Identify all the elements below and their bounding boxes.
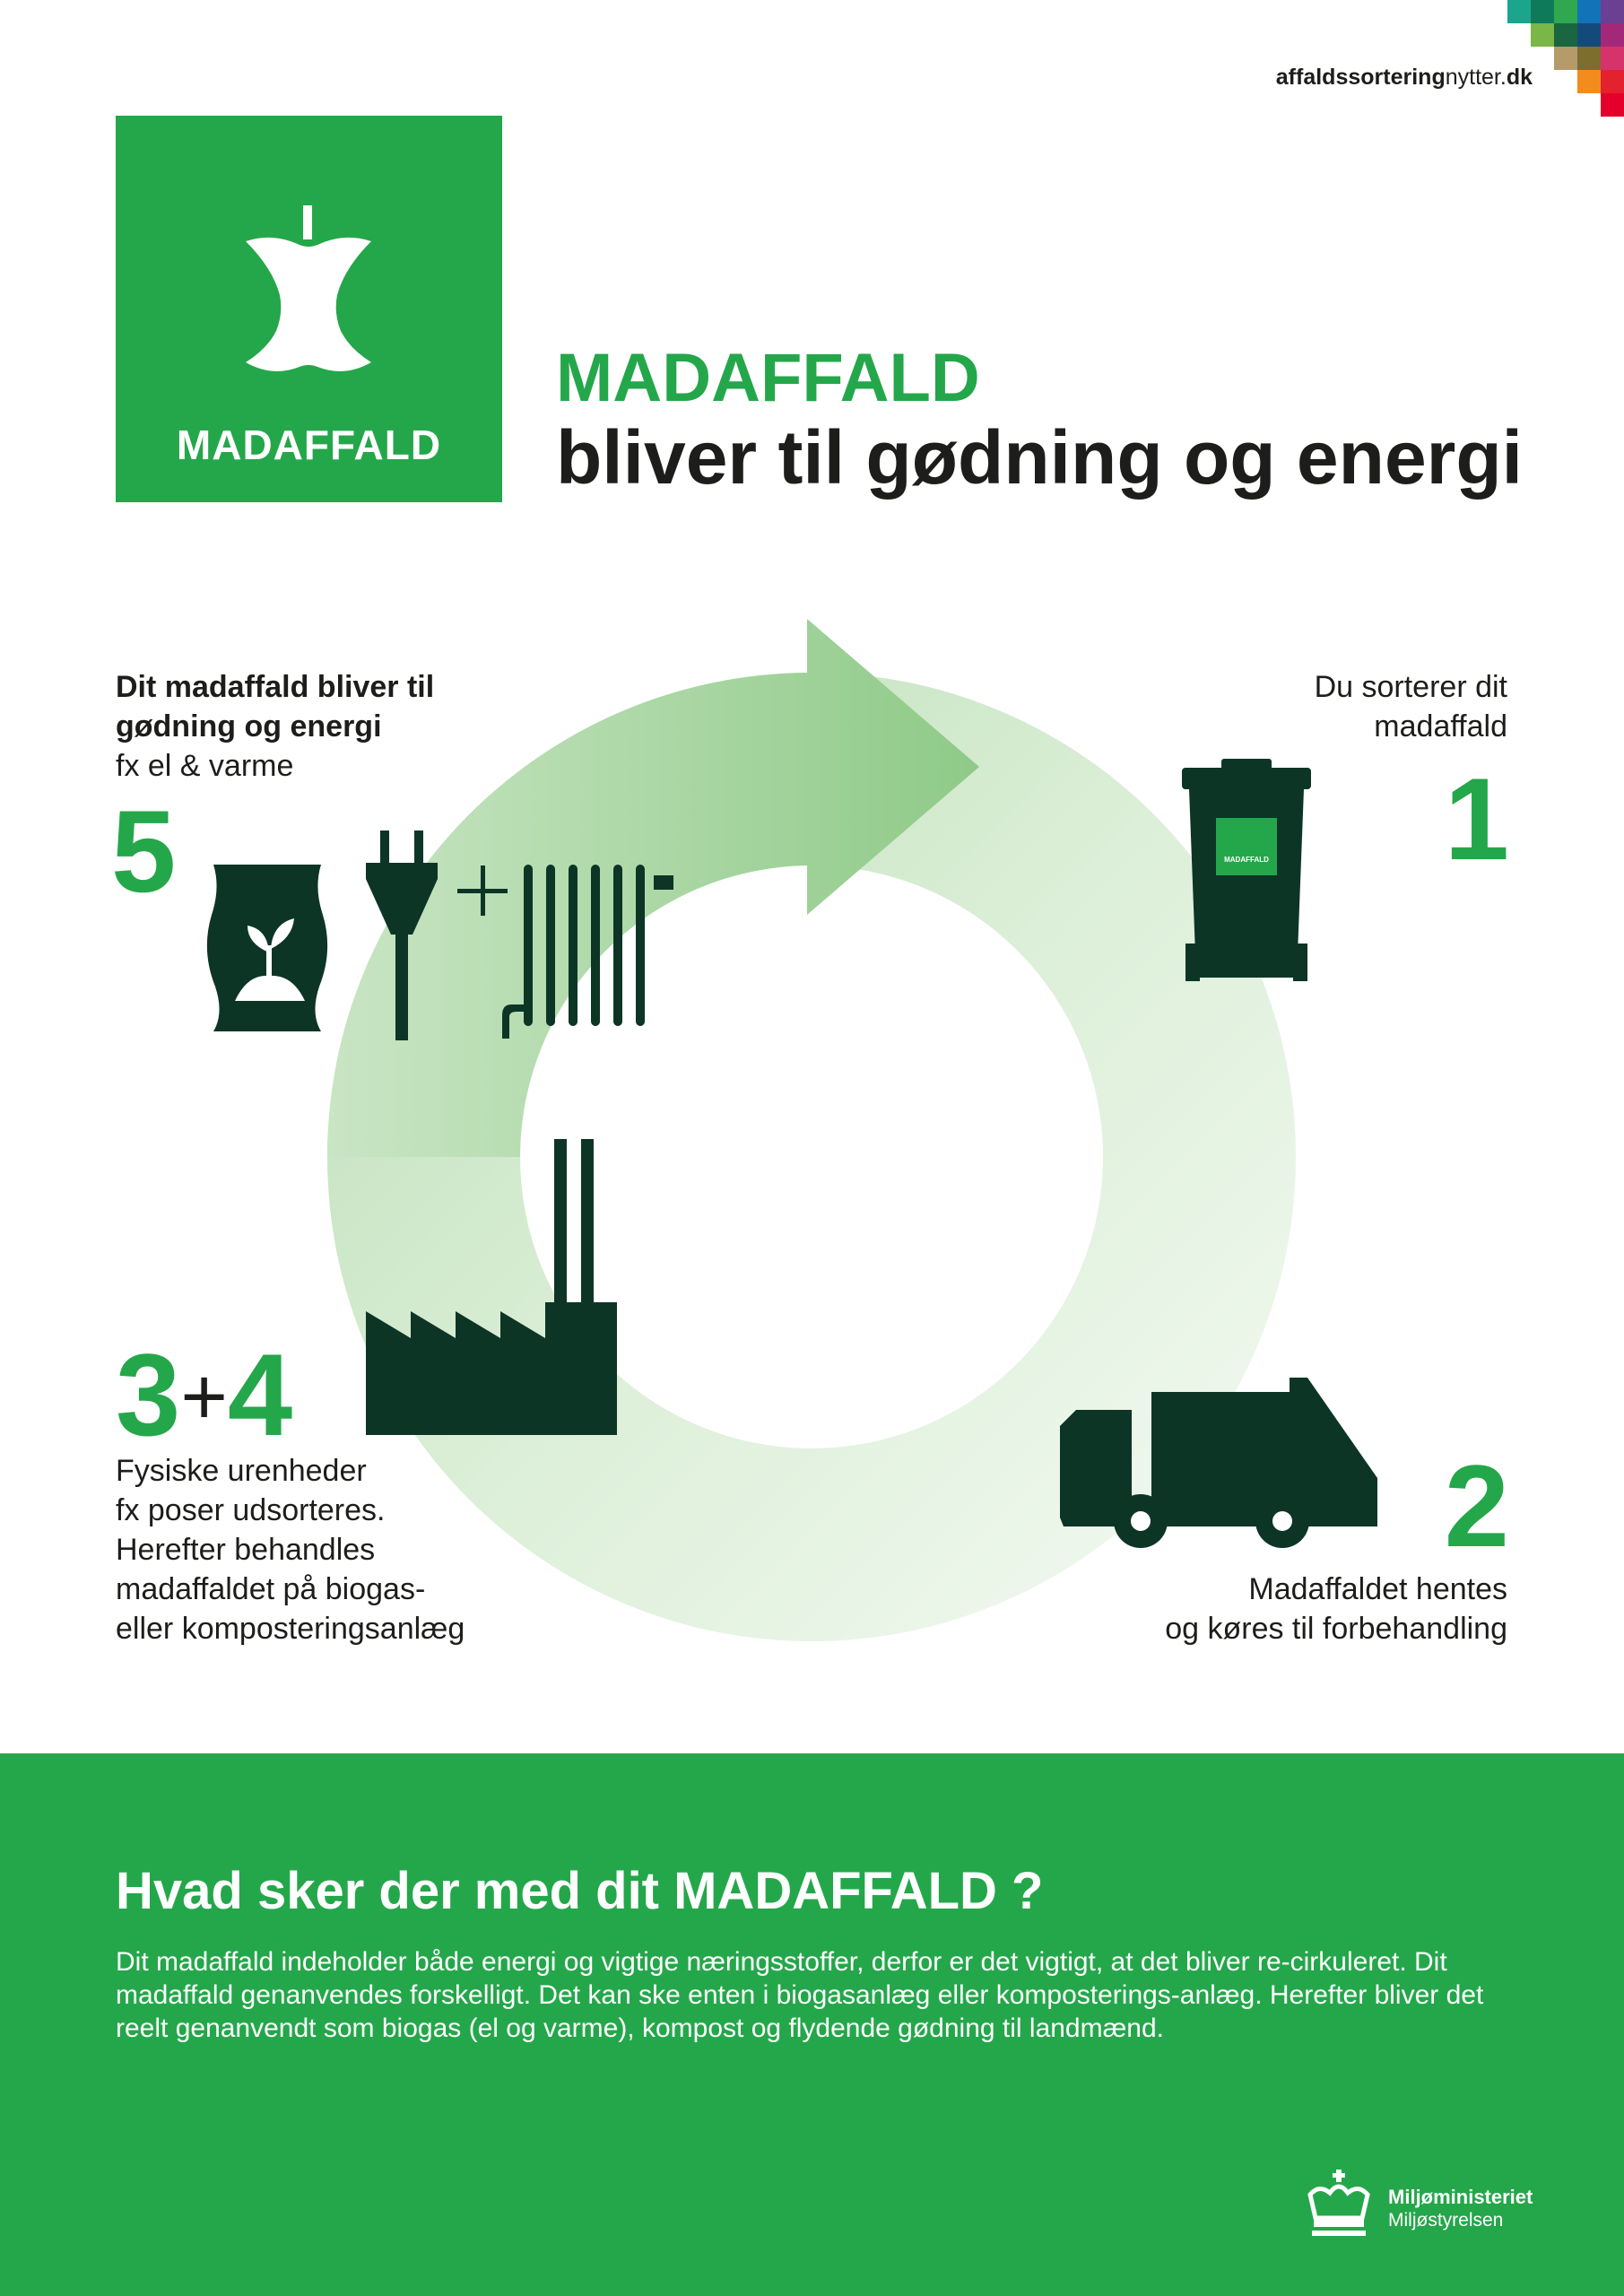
step-3-4-line-5: eller komposteringsanlæg — [116, 1612, 465, 1646]
step-3-4-line-4: madaffaldet på biogas- — [116, 1572, 426, 1606]
site-url-bold: affaldssortering — [1275, 65, 1446, 90]
ministry-name: Miljøministeriet — [1388, 2186, 1533, 2208]
agency-name: Miljøstyrelsen — [1388, 2210, 1504, 2231]
color-squares-decoration — [1507, 0, 1624, 117]
step-3-4-line-2: fx poser udsorteres. — [116, 1493, 386, 1527]
step-5-line-3: fx el & varme — [116, 749, 294, 783]
step-1-line-2: madaffald — [1374, 709, 1507, 744]
step-3-number: 3 — [116, 1329, 181, 1460]
step-5-line-1: Dit madaffald bliver til — [116, 670, 435, 704]
bin-label: MADAFFALD — [1224, 856, 1269, 864]
step-3-4-number — [116, 1329, 293, 1460]
info-band — [0, 1753, 1624, 2296]
site-url-tld: dk — [1506, 65, 1533, 90]
fertilizer-bag-icon — [207, 865, 327, 1031]
site-url-regular: nytter. — [1445, 65, 1507, 90]
step-2-line-2: og køres til forbehandling — [1165, 1612, 1507, 1646]
step-1-line-1: Du sorterer dit — [1314, 670, 1507, 704]
site-url[interactable] — [1276, 65, 1533, 91]
ministry-logo-text — [1388, 2186, 1533, 2232]
info-title: Hvad sker der med dit MADAFFALD ? — [116, 1862, 1044, 1920]
logo-label: MADAFFALD — [176, 422, 442, 468]
step-5-text — [116, 667, 434, 786]
step-2-number: 2 — [1444, 1440, 1509, 1571]
page-subtitle: bliver til gødning og energi — [556, 415, 1524, 500]
step-5-line-2: gødning og energi — [116, 709, 382, 744]
page-title: MADAFFALD — [556, 340, 980, 416]
crown-icon — [1303, 2168, 1375, 2239]
waste-bin-icon — [1182, 759, 1311, 981]
step-2-line-1: Madaffaldet hentes — [1248, 1572, 1507, 1606]
step-plus-sign: + — [180, 1352, 228, 1442]
step-2-text — [1165, 1570, 1507, 1648]
step-4-number: 4 — [227, 1329, 293, 1460]
step-5-number: 5 — [111, 786, 177, 917]
step-3-4-line-3: Herefter behandles — [116, 1533, 376, 1567]
step-1-number: 1 — [1444, 753, 1509, 884]
step-3-4-line-1: Fysiske urenheder — [116, 1454, 367, 1488]
apple-core-icon — [237, 205, 380, 394]
info-paragraph: Dit madaffald indeholder både energi og vigtige næringsstoffer, derfor er det vigtigt, at det bliver re-cirkuleret. Dit madaffald genanvendes forskelligt. Det kan ske enten i biogasanlæg eller komposterings-anlæg. Herefter bliver det reelt genanvendt som biogas (el og varme), kompost og flydende gødning til landmænd. — [116, 1947, 1484, 2043]
step-1-text — [1315, 667, 1507, 746]
madaffald-logo — [116, 116, 502, 502]
step-3-4-text — [116, 1451, 465, 1648]
